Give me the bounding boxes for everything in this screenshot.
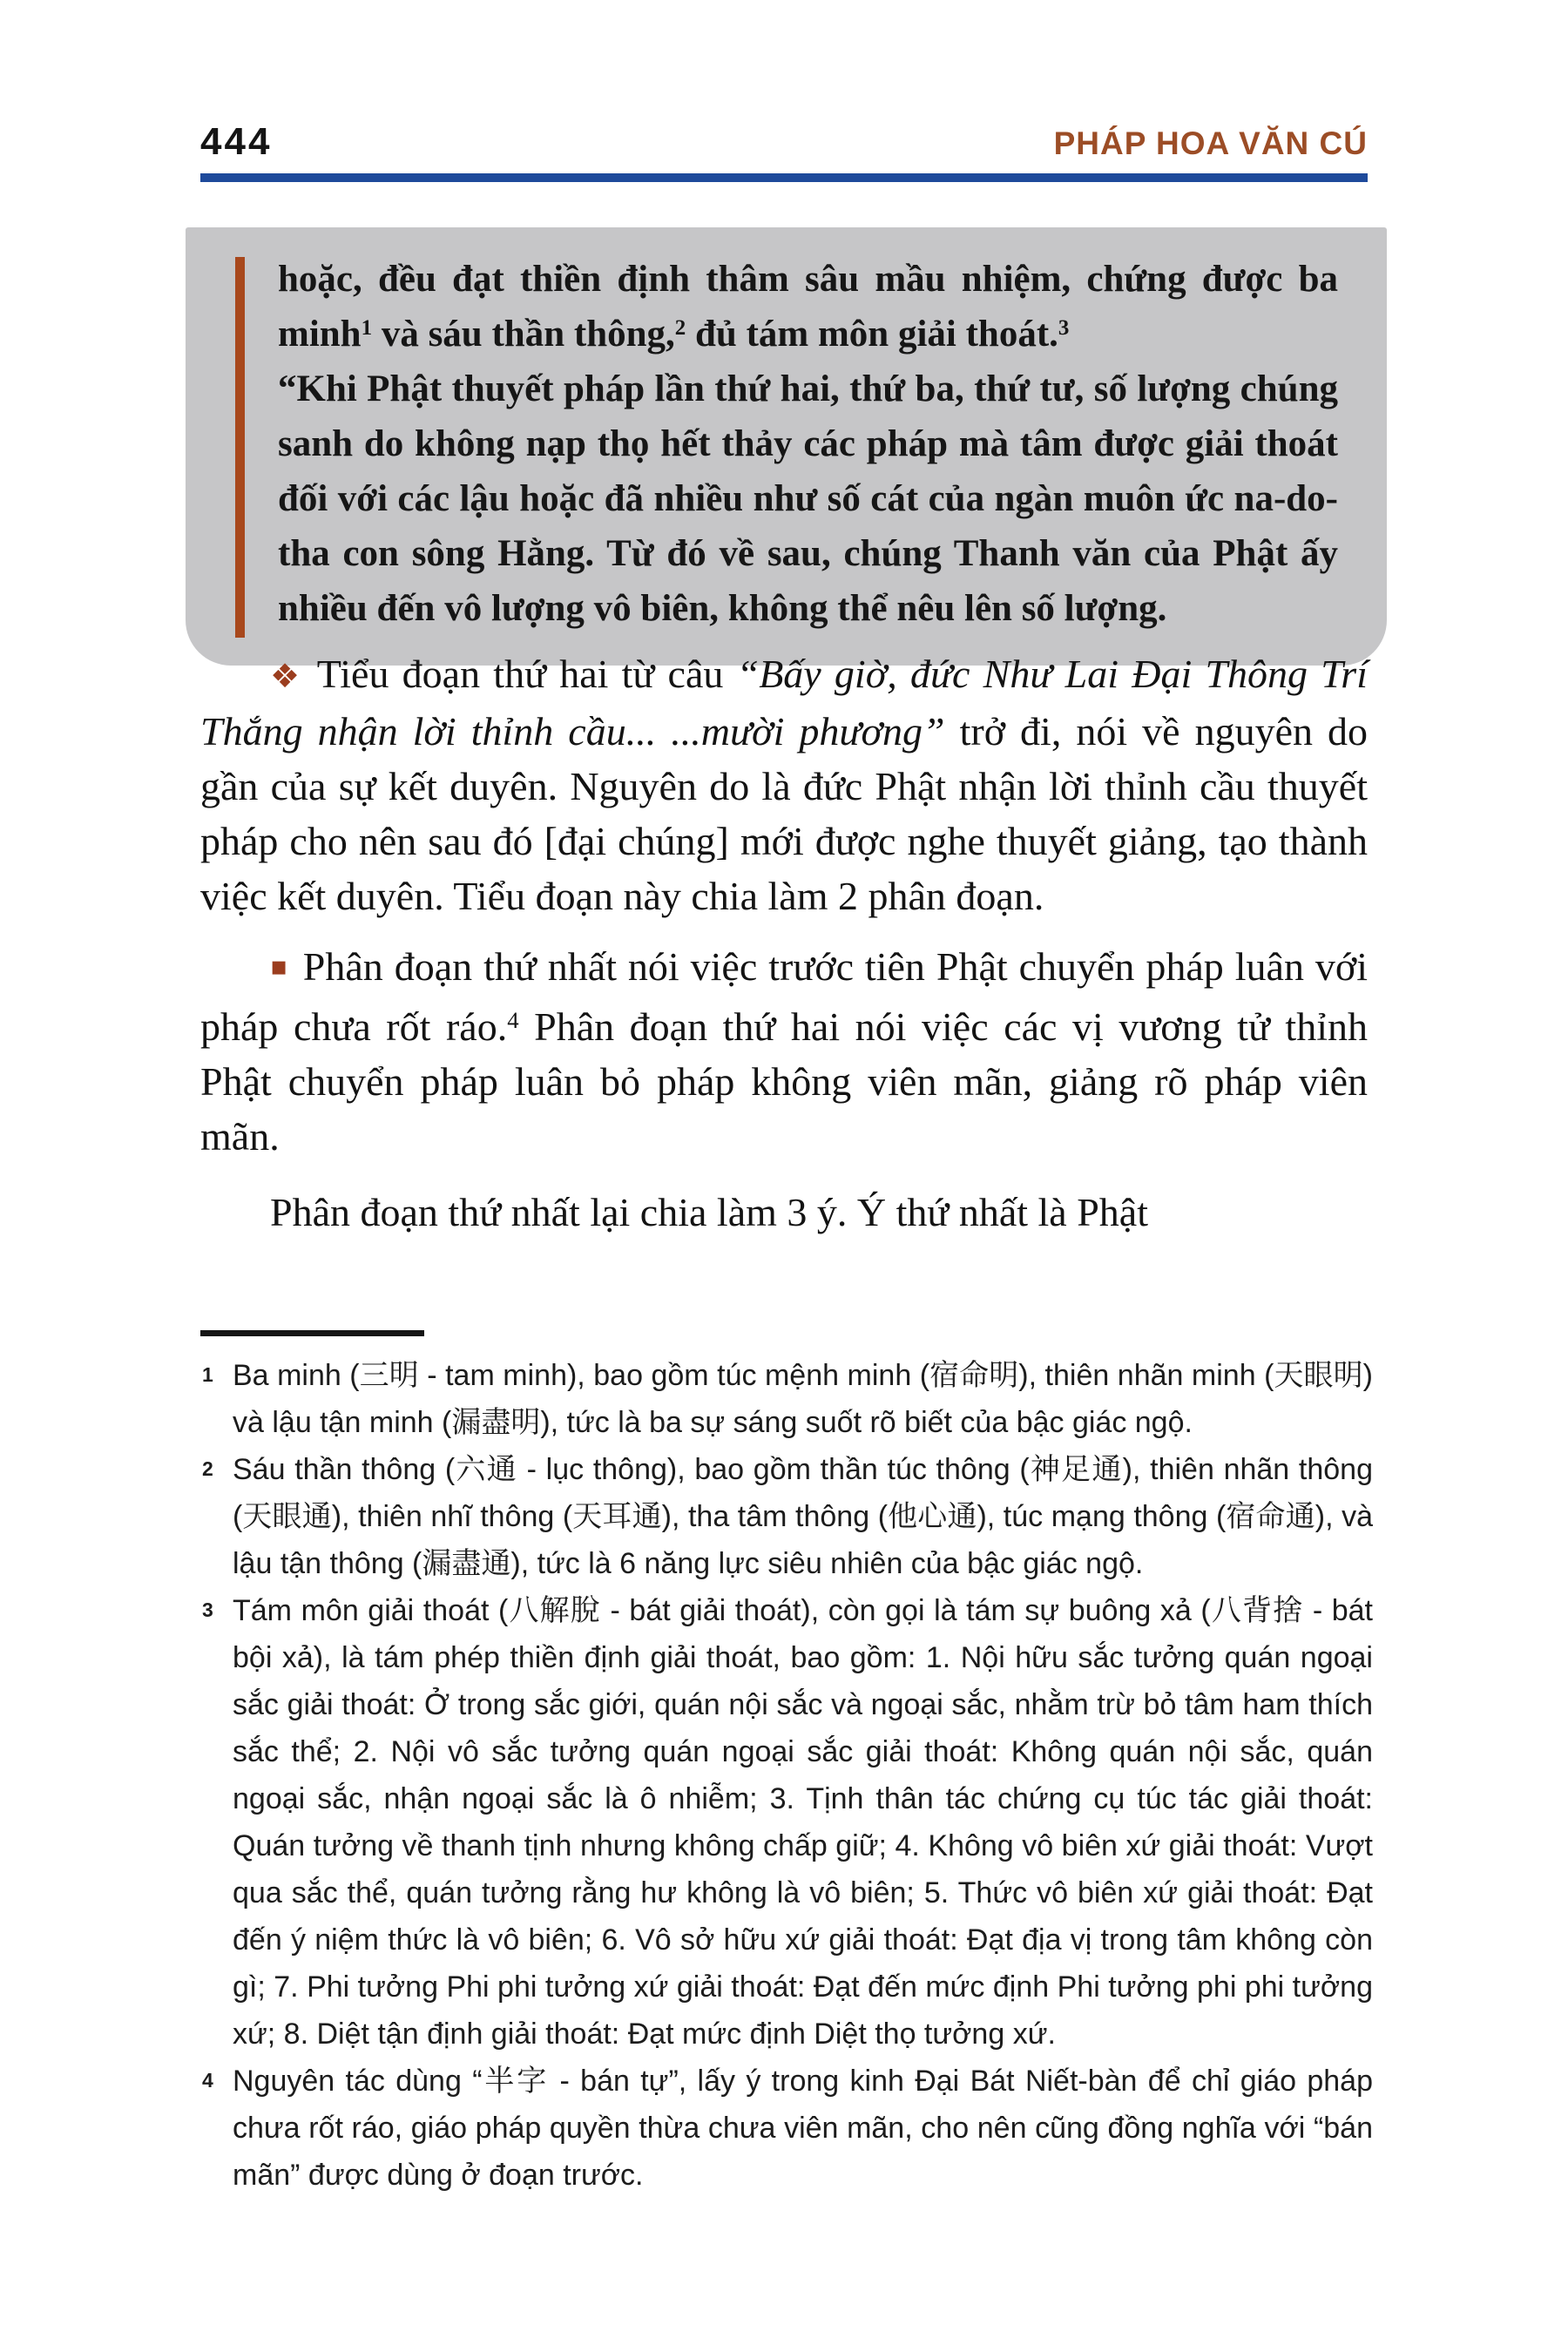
body-paragraph-1	[200, 646, 1368, 923]
footnotes-section	[200, 1352, 1373, 2199]
footnote-item	[200, 1587, 1373, 2058]
footnote-number: 1	[202, 1363, 213, 1386]
footnote-text: Nguyên tác dùng “半字 - bán tự”, lấy ý trong kinh Đại Bát Niết-bàn để chỉ giáo pháp chưa rốt ráo, giáo pháp quyền thừa chưa viên mãn, cho nên cũng đồng nghĩa với “bán mãn” được dùng ở đoạn trước.	[233, 2065, 1373, 2192]
body-paragraph-1-text: Tiểu đoạn thứ hai từ câu “Bấy giờ, đức Như Lai Đại Thông Trí Thắng nhận lời thỉnh cầu... ...mười phương” trở đi, nói về nguyên do gần của sự kết duyên. Nguyên do là đức Phật nhận lời thỉnh cầu thuyết pháp cho nên sau đó [đại chúng] mới được nghe thuyết giảng, tạo thành việc kết duyên. Tiểu đoạn này chia làm 2 phân đoạn.	[200, 652, 1368, 918]
footnote-item	[200, 1352, 1373, 1446]
quote-left-bar	[235, 257, 245, 638]
footnote-text: Tám môn giải thoát (八解脫 - bát giải thoát), còn gọi là tám sự buông xả (八背捨 - bát bội xả), là tám phép thiền định giải thoát, bao gồm: 1. Nội hữu sắc tưởng quán ngoại sắc giải thoát: Ở trong sắc giới, quán nội sắc và ngoại sắc, nhằm trừ bỏ tâm ham thích sắc thể; 2. Nội vô sắc tưởng quán ngoại sắc giải thoát: Không quán nội sắc, quán ngoại sắc, nhận ngoại sắc là ô nhiễm; 3. Tịnh thân tác chứng cụ túc tác giải thoát: Quán tưởng về thanh tịnh nhưng không chấp giữ; 4. Không vô biên xứ giải thoát: Vượt qua sắc thể, quán tưởng rằng hư không là vô biên; 5. Thức vô biên xứ giải thoát: Đạt đến ý niệm thức là vô biên; 6. Vô sở hữu xứ giải thoát: Đạt địa vị trong tâm không còn gì; 7. Phi tưởng Phi phi tưởng xứ giải thoát: Đạt đến mức định Phi tưởng phi phi tưởng xứ; 8. Diệt tận định giải thoát: Đạt mức định Diệt thọ tưởng xứ.	[233, 1594, 1373, 2051]
footnote-separator	[200, 1330, 424, 1336]
diamond-bullet-icon: ❖	[270, 657, 303, 695]
footnote-item	[200, 2058, 1373, 2199]
footnote-text: Ba minh (三明 - tam minh), bao gồm túc mệnh minh (宿命明), thiên nhãn minh (天眼明) và lậu tận minh (漏盡明), tức là ba sự sáng suốt rõ biết của bậc giác ngộ.	[233, 1359, 1373, 1439]
body-paragraph-2-text: Phân đoạn thứ nhất nói việc trước tiên Phật chuyển pháp luân với pháp chưa rốt ráo.$^4$ Phân đoạn thứ hai nói việc các vị vương tử thỉnh Phật chuyển pháp luân bỏ pháp không viên mãn, giảng rõ pháp viên mãn.	[200, 944, 1368, 1159]
sutra-quote-block	[186, 227, 1387, 666]
page-header	[200, 120, 1368, 164]
running-title: PHÁP HOA VĂN CÚ	[1053, 125, 1368, 161]
body-paragraph-3: Phân đoạn thứ nhất lại chia làm 3 ý. Ý thứ nhất là Phật	[270, 1190, 1149, 1234]
quote-paragraph: hoặc, đều đạt thiền định thâm sâu mầu nhiệm, chứng được ba minh$^1$ và sáu thần thông,$^2$ đủ tám môn giải thoát.$^3$	[278, 259, 1338, 355]
square-bullet-icon: ▪	[270, 951, 289, 982]
header-rule	[200, 173, 1368, 182]
footnote-number: 3	[202, 1598, 213, 1621]
footnote-item	[200, 1446, 1373, 1587]
body-paragraph-2	[200, 939, 1368, 1164]
page-number: 444	[200, 120, 273, 163]
footnote-text: Sáu thần thông (六通 - lục thông), bao gồm thần túc thông (神足通), thiên nhãn thông (天眼通), thiên nhĩ thông (天耳通), tha tâm thông (他心通), túc mạng thông (宿命通), và lậu tận thông (漏盡通), tức là 6 năng lực siêu nhiên của bậc giác ngộ.	[233, 1453, 1373, 1580]
commentary-body	[200, 646, 1368, 1240]
quote-paragraph: “Khi Phật thuyết pháp lần thứ hai, thứ ba, thứ tư, số lượng chúng sanh do không nạp thọ hết thảy các pháp mà tâm được giải thoát đối với các lậu hoặc đã nhiều như số cát của ngàn muôn ức na-do-tha con sông Hằng. Từ đó về sau, chúng Thanh văn của Phật ấy nhiều đến vô lượng vô biên, không thể nêu lên số lượng.	[278, 368, 1338, 629]
footnote-number: 4	[202, 2069, 213, 2092]
footnote-number: 2	[202, 1457, 213, 1480]
